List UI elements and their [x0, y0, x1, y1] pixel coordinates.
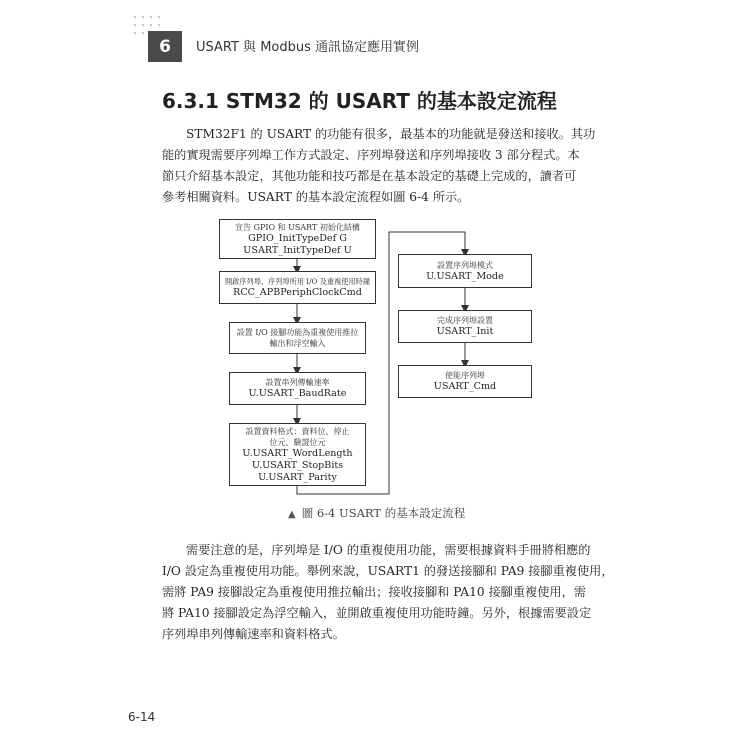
flow-box-usart-cmd	[398, 365, 532, 398]
flow-box-code: RCC_APBPeriphClockCmd	[233, 287, 362, 298]
flow-box-desc: 宣告 GPIO 和 USART 初始化結構	[235, 222, 360, 232]
paragraph-line: 需要注意的是，序列埠是 I/O 的重複使用功能，需要根據資料手冊將相應的	[186, 543, 591, 557]
flow-box-desc: 設置串列傳輸速率	[265, 378, 330, 387]
flow-box-desc: 設置 I/O 接腳功能為重複使用推拉	[236, 328, 359, 337]
paragraph-line: 節只介紹基本設定，其他功能和技巧都是在基本設定的基礎上完成的，讀者可	[162, 169, 577, 183]
flow-box-code: U.USART_WordLength	[242, 447, 353, 459]
flow-box-data-format	[229, 423, 366, 486]
flow-box-code: U.USART_BaudRate	[248, 388, 347, 399]
paragraph-line: 參考相關資料。USART 的基本設定流程如圖 6-4 所示。	[162, 190, 470, 204]
flow-box-code: U.USART_Mode	[426, 270, 504, 282]
flow-box-code: USART_Cmd	[433, 381, 497, 392]
page-number: 6-14	[128, 710, 156, 724]
flow-box-desc: 使能序列埠	[445, 371, 485, 380]
flow-box-desc: 完成序列埠設置	[437, 316, 493, 325]
flow-box-desc: 開啟序列埠、序列埠所用 I/O 及重複使用時鐘	[224, 277, 371, 286]
flow-box-enable-clock	[219, 271, 376, 304]
paragraph-line: 序列埠串列傳輸速率和資料格式。	[162, 627, 345, 641]
flow-box-desc: 輸出和浮空輸入	[269, 339, 326, 348]
flow-box-code: USART_InitTypeDef U	[243, 244, 352, 256]
paragraph-line: STM32F1 的 USART 的功能有很多，最基本的功能就是發送和接收。其功	[186, 127, 596, 141]
flow-box-usart-mode	[398, 254, 532, 288]
flow-box-code: U.USART_StopBits	[251, 459, 344, 471]
paragraph-line: 能的實現需要序列埠工作方式設定、序列埠發送和序列埠接收 3 部分程式。本	[162, 148, 580, 162]
flow-box-code: GPIO_InitTypeDef G	[248, 232, 347, 244]
flow-box-desc: 位元、驗證位元	[269, 437, 326, 447]
paragraph-line: 將 PA10 接腳設定為浮空輸入，並開啟重複使用功能時鐘。另外，根據需要設定	[162, 606, 592, 620]
flow-box-declare-structs	[219, 219, 376, 259]
figure-caption	[288, 505, 465, 521]
flow-box-code: USART_Init	[436, 326, 494, 337]
flow-box-desc: 設置序列埠模式	[437, 260, 493, 270]
flow-box-io-config	[229, 322, 366, 354]
section-heading: 6.3.1 STM32 的 USART 的基本設定流程	[162, 89, 557, 113]
paragraph-line: I/O 設定為重複使用功能。舉例來說，USART1 的發送接腳和 PA9 接腳重複使用，	[162, 564, 614, 578]
closing-paragraph	[162, 540, 614, 645]
chapter-title: USART 與 Modbus 通訊協定應用實例	[196, 40, 420, 55]
paragraph-line: 需將 PA9 接腳設定為重複使用推拉輸出；接收接腳和 PA10 接腳重複使用，需	[162, 585, 586, 599]
flow-box-code: U.USART_Parity	[258, 471, 337, 483]
flow-box-desc: 設置資料格式：資料位、停止	[245, 426, 350, 436]
chapter-number-badge: 6	[148, 31, 182, 62]
caption-triangle-icon: ▲	[288, 509, 296, 520]
figure-caption-text: 圖 6-4 USART 的基本設定流程	[301, 506, 466, 520]
flow-box-usart-init	[398, 310, 532, 343]
flow-box-baud-rate	[229, 372, 366, 405]
